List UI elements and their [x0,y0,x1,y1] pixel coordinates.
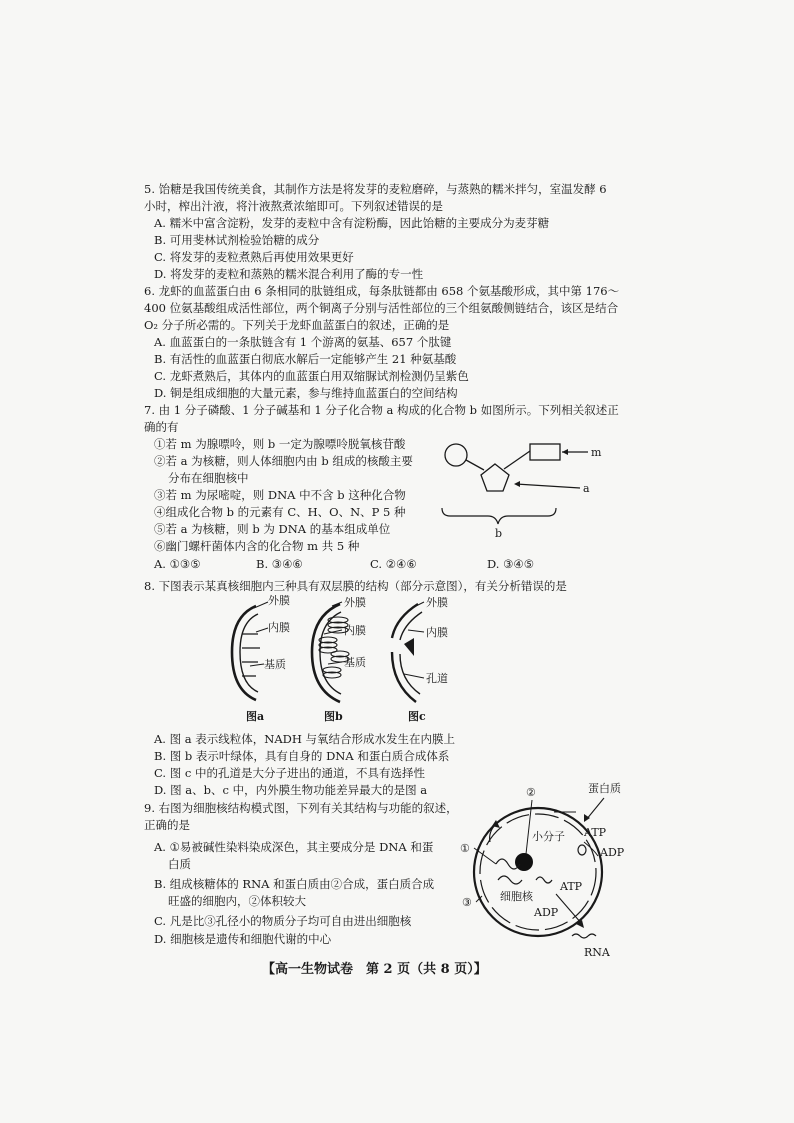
fig-c-outer-label: 外膜 [426,596,448,609]
q9-option-a-line2: 白质 [168,857,191,871]
label-nucleus: 细胞核 [500,890,533,903]
q7-statement-2a: ②若 a 为核糖，则人体细胞内由 b 组成的核酸主要 [154,454,413,468]
q7-statement-3: ③若 m 为尿嘧啶，则 DNA 中不含 b 这种化合物 [154,488,406,502]
label-small-molecule: 小分子 [532,830,565,843]
fig-b-inner-label: 内膜 [344,624,366,637]
fig-b-matrix-label: 基质 [344,656,366,669]
q9-option-b-line2: 旺盛的细胞内，②体积较大 [168,894,306,908]
q9-option-a-line1: A. ①易被碱性染料染成深色，其主要成分是 DNA 和蛋 [154,840,434,854]
q8-option-c: C. 图 c 中的孔道是大分子进出的通道，不具有选择性 [154,766,425,780]
q7-stem-line2: 确的有 [144,420,179,434]
q7-statement-4: ④组成化合物 b 的元素有 C、H、O、N、P 5 种 [154,505,406,519]
marker-2: ② [526,786,536,799]
q6-option-b: B. 有活性的血蓝蛋白彻底水解后一定能够产生 21 种氨基酸 [154,352,457,366]
q7-statement-1: ①若 m 为腺嘌呤，则 b 一定为腺嘌呤脱氧核苷酸 [154,437,406,451]
rna-strand [572,934,596,938]
q5-option-a: A. 糯米中富含淀粉，发芽的麦粒中含有淀粉酶，因此饴糖的主要成分为麦芽糖 [154,216,550,230]
q6-option-c: C. 龙虾煮熟后，其体内的血蓝蛋白用双缩脲试剂检测仍呈紫色 [154,369,469,383]
label-atp-2: ATP [560,880,583,893]
chloroplast-fig [312,595,366,723]
q6-stem-line3: O₂ 分子所必需的。下列关于龙虾血蓝蛋白的叙述，正确的是 [144,318,450,332]
nucleolus-mark [404,638,414,656]
fig-b-outer-label: 外膜 [344,596,366,609]
fig-b-caption: 图b [324,710,343,723]
q6-option-a: A. 血蓝蛋白的一条肽链含有 1 个游离的氨基、657 个肽键 [154,335,452,349]
q5-option-c: C. 将发芽的麦粒煮熟后再使用效果更好 [154,250,354,264]
q7-option-a: A. ①③⑤ [154,557,201,571]
label-atp-1: ATP [584,826,607,839]
page-footer: 【高一生物试卷 第 2 页（共 8 页）】 [262,962,487,977]
q6-option-d: D. 铜是组成细胞的大量元素，参与维持血蓝蛋白的空间结构 [154,386,458,400]
q6-stem-line1: 6. 龙虾的血蓝蛋白由 6 条相同的肽链组成，每条肽链都由 658 个氨基酸形成，其中第 176～ [144,284,620,298]
q7-option-b: B. ③④⑥ [256,557,303,571]
q9-option-c: C. 凡是比③孔径小的物质分子均可自由进出细胞核 [154,914,412,928]
marker-3: ③ [462,896,472,909]
q8-option-a: A. 图 a 表示线粒体，NADH 与氧结合形成水发生在内膜上 [154,732,456,746]
q8-stem: 8. 下图表示某真核细胞内三种具有双层膜的结构（部分示意图），有关分析错误的是 [144,579,567,593]
q5-stem-line1: 5. 饴糖是我国传统美食，其制作方法是将发芽的麦粒磨碎，与蒸熟的糯米拌匀，室温发酵 6 [144,182,607,196]
nuclear-envelope-fig [392,595,448,723]
phosphate-circle [445,444,467,466]
q5-stem-line2: 小时，榨出汁液，将汁液熬煮浓缩即可。下列叙述错误的是 [144,199,443,213]
fig-c-inner-label: 内膜 [426,626,448,639]
fig-a-matrix-label: 基质 [264,658,286,671]
q7-statement-2b: 分布在细胞核中 [168,471,249,485]
q7-statement-6: ⑥幽门螺杆菌体内含的化合物 m 共 5 种 [154,539,360,553]
nucleolus [515,853,533,871]
fig-a-caption: 图a [246,710,265,723]
q5-option-b: B. 可用斐林试剂检验饴糖的成分 [154,233,320,247]
q9-stem-line1: 9. 右图为细胞核结构模式图，下列有关其结构与功能的叙述， [144,801,458,815]
label-rna: RNA [584,946,610,959]
double-membrane-diagram [228,594,488,726]
label-adp-2: ADP [534,906,559,919]
q7-statement-5: ⑤若 a 为核糖，则 b 为 DNA 的基本组成单位 [154,522,391,536]
q6-stem-line2: 400 位氨基酸组成活性部位，两个铜离子分别与活性部位的三个组氨酸侧链结合，该区是结合 [144,301,619,315]
q9-option-d: D. 细胞核是遗传和细胞代谢的中心 [154,932,332,946]
nucleus-structure-diagram [456,776,646,962]
q9-option-b-line1: B. 组成核糖体的 RNA 和蛋白质由②合成，蛋白质合成 [154,877,435,891]
q7-stem-line1: 7. 由 1 分子磷酸、1 分子碱基和 1 分子化合物 a 构成的化合物 b 如图所示。下列相关叙述正 [144,403,619,417]
q5-option-d: D. 将发芽的麦粒和蒸熟的糯米混合利用了酶的专一性 [154,267,424,281]
fig-a-inner-label: 内膜 [268,621,290,634]
q7-option-c: C. ②④⑥ [370,557,417,571]
q9-stem-line2: 正确的是 [144,818,190,832]
base-rectangle [530,444,560,460]
label-b: b [495,527,503,540]
fig-a-outer-label: 外膜 [268,594,290,607]
brace [442,508,556,524]
label-m: m [591,446,602,459]
label-a: a [583,482,590,495]
marker-1: ① [460,842,470,855]
q8-option-b: B. 图 b 表示叶绿体，具有自身的 DNA 和蛋白质合成体系 [154,749,450,763]
q7-option-d: D. ③④⑤ [487,557,535,571]
label-adp-1: ADP [600,846,625,859]
label-protein: 蛋白质 [588,782,621,795]
nucleotide-diagram [440,436,620,542]
q8-option-d: D. 图 a、b、c 中，内外膜生物功能差异最大的是图 a [154,783,428,797]
fig-c-caption: 图c [408,710,426,723]
mitochondrion-fig [232,594,290,723]
fig-c-pore-label: 孔道 [426,672,448,685]
